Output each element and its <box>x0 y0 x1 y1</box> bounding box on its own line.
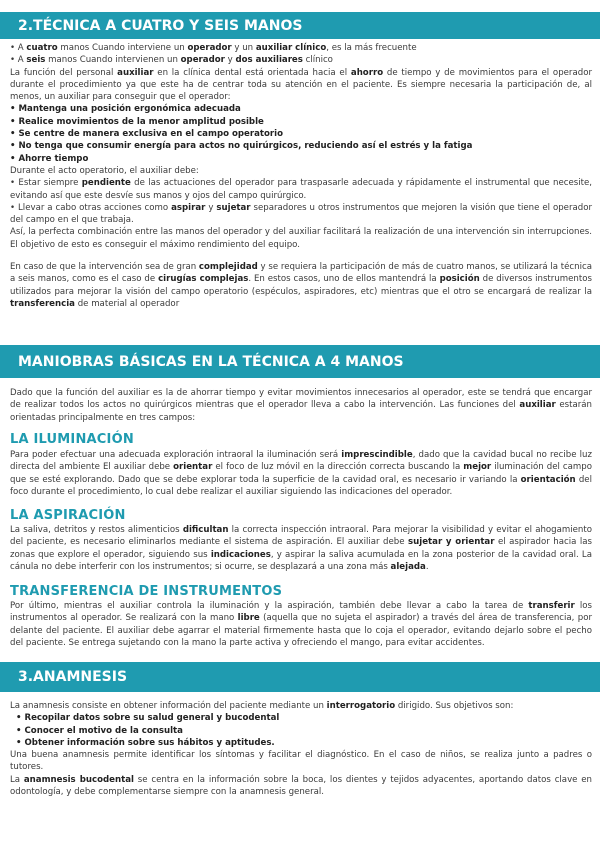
subheading-iluminacion: LA ILUMINACIÓN <box>10 432 134 447</box>
paragraph-transferencia: Por último, mientras el auxiliar controla la iluminación y la aspiración, también debe llevar a cabo la tarea de transferir los instrumentos al operador. Se realizará con la mano libre (aquella que no sujeta el aspirador) a través del área de transferencia, por delante del paciente. El auxiliar debe agarrar el material firmemente hasta que lo coja el operador, evitando dejarlo sobre el pecho del paciente. Se entrega sujetando con la mano la parte activa y ofreciendo el mango, para evitar accidentes. <box>10 601 592 648</box>
paragraph-aspiracion: La saliva, detritos y restos alimenticios dificultan la correcta inspección intraoral. Para mejorar la visibilidad y evitar el ahogamiento del paciente, es necesario eliminarlos mediante el sistema de aspiración. El auxiliar debe sujetar y orientar el aspirador hacia las zonas que explore el operador, siguiendo sus indicaciones, y aspirar la saliva acumulada en la zona posterior de la cavidad oral. La cánula no debe interferir con los instrumentos; si ocurre, se desplazará a una zona más alejada. <box>10 525 593 572</box>
paragraph-iluminacion: Para poder efectuar una adecuada exploración intraoral la iluminación será imprescindible, dado que la cavidad bucal no recibe luz directa del ambiente El auxiliar debe orientar el foco de luz móvil en la dirección correcta buscando la mejor iluminación del campo que se esté explorando. Dado que se debe explorar toda la superficie de la cavidad oral, es necesario ir variando la orientación del foco durante el procedimiento, lo cual debe realizar el auxiliar siguiendo las indicaciones del operador. <box>10 450 592 497</box>
section-iluminacion-body <box>10 449 592 498</box>
bullet-item: • Ahorre tiempo <box>10 153 89 164</box>
section-title: 3.ANAMNESIS <box>18 669 128 685</box>
section-title: MANIOBRAS BÁSICAS EN LA TÉCNICA A 4 MANOS <box>18 353 404 370</box>
bullet-cuatro-manos: • A cuatro manos Cuando interviene un operador y un auxiliar clínico, es la más frecuente <box>10 43 417 53</box>
section-banner-tecnica <box>0 12 600 39</box>
section-banner-anamnesis <box>0 662 600 692</box>
section-title: 2.TÉCNICA A CUATRO Y SEIS MANOS <box>18 17 303 34</box>
bullet-pendiente: • Estar siempre pendiente de las actuaciones del operador para traspasarle adecuada y rápidamente el instrumental que necesite, evitando así que este desvíe sus manos y ojos del campo quirúrgico. <box>10 178 592 201</box>
section-transferencia-body <box>10 600 592 649</box>
section-2-intro <box>10 387 592 424</box>
bullet-item: • No tenga que consumir energía para actos no quirúrgicos, reduciendo así el estrés y la fatiga <box>10 141 473 152</box>
bullet-item: • Recopilar datos sobre su salud general y bucodental <box>16 713 280 724</box>
paragraph-anamnesis: La anamnesis consiste en obtener información del paciente mediante un interrogatorio dirigido. Sus objetivos son: <box>10 701 514 711</box>
section-1-body <box>10 42 592 310</box>
bullet-item: • Obtener información sobre sus hábitos y aptitudes. <box>16 737 275 748</box>
section-3-body <box>10 700 592 798</box>
paragraph-seis-manos: En caso de que la intervención sea de gran complejidad y se requiera la participación de más de cuatro manos, se utilizará la técnica a seis manos, como es el caso de cirugías complejas. En estos casos, uno de ellos mantendrá la posición de diversos instrumentos utilizados para mejorar la visión del campo operatorio (espéculos, aspiradores, etc) mientras que el otro se encargará de realizar la transferencia de material al operador <box>10 262 592 309</box>
bullet-item: • Mantenga una posición ergonómica adecuada <box>10 104 241 115</box>
subheading-aspiracion: LA ASPIRACIÓN <box>10 508 126 523</box>
paragraph-buena-anamnesis: Una buena anamnesis permite identificar los síntomas y facilitar el diagnóstico. En el caso de niños, se realiza junto a padres o tutores. <box>10 750 592 773</box>
bullet-seis-manos: • A seis manos Cuando intervienen un operador y dos auxiliares clínico <box>10 55 333 66</box>
bullet-item: • Conocer el motivo de la consulta <box>16 725 183 736</box>
paragraph-funcion-auxiliar: La función del personal auxiliar en la clínica dental está orientada hacia el ahorro de tiempo y de movimientos para el operador durante el procedimiento ya que este ha de centrar toda su atención en el paciente. Es siempre necesaria la participación de, al menos, un auxiliar para conseguir que el operador: <box>10 67 592 103</box>
paragraph-intro-maniobras: Dado que la función del auxiliar es la de ahorrar tiempo y evitar movimientos innecesarios al operador, este se tendrá que encargar de realizar todos los actos no quirúrgicos mientras que el operador lleva a cabo la intervención. Las funciones del auxiliar estarán orientadas principalmente en tres campos: <box>10 388 592 423</box>
section-aspiracion-body <box>10 524 592 573</box>
section-banner-maniobras <box>0 345 600 378</box>
subheading-transferencia: TRANSFERENCIA DE INSTRUMENTOS <box>10 584 283 599</box>
paragraph-combinacion: Así, la perfecta combinación entre las manos del operador y del auxiliar facilitará la realización de una intervención sin interrupciones. El objetivo de esto es conseguir el máximo rendimiento del equipo. <box>10 227 592 250</box>
paragraph-acto-operatorio: Durante el acto operatorio, el auxiliar debe: <box>10 165 199 176</box>
bullet-aspirar-sujetar: • Llevar a cabo otras acciones como aspirar y sujetar separadores u otros instrumentos que mejoren la visión que tiene el operador del campo en el que trabaja. <box>10 202 592 226</box>
paragraph-anamnesis-bucodental: La anamnesis bucodental se centra en la información sobre la boca, los dientes y tejidos adyacentes, aportando datos clave en odontología, y debe complementarse siempre con la anamnesis general. <box>10 774 592 798</box>
bullet-item: • Realice movimientos de la menor amplitud posible <box>10 116 264 127</box>
bullet-item: • Se centre de manera exclusiva en el campo operatorio <box>10 129 284 140</box>
